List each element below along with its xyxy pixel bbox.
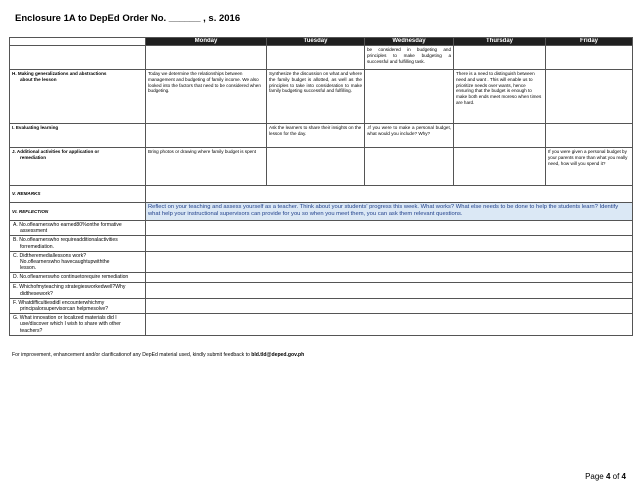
page-total: 4	[621, 472, 626, 481]
question-a-line2: assessment	[20, 228, 48, 235]
row-j-wednesday	[365, 148, 454, 186]
page-of: of	[610, 472, 622, 481]
reflection-text: Reflect on your teaching and assess yourself as a teacher. Think about your students' progress this week. What works? What else needs to be done to help the students learn? Identify what help your instructional supervisors can provide for you so when you meet them, you can ask them relevant questions.	[146, 203, 633, 221]
question-d-label	[10, 273, 146, 283]
question-f-line2: principalorsupervisorcan helpmesolve?	[20, 306, 109, 313]
continuation-friday-cell	[546, 46, 633, 70]
question-e-line2: didthesework?	[20, 290, 53, 297]
lesson-plan-table	[9, 37, 633, 336]
question-b-line1: B. No.oflearnerswho requireadditionalactivities	[13, 237, 118, 244]
row-j-label-line2: remediation	[20, 154, 47, 160]
row-h-label	[10, 70, 146, 124]
question-d-line1: D. No.oflearnerswho continuetorequire remediation	[13, 274, 129, 281]
question-b-answer	[146, 236, 633, 251]
continuation-monday-cell	[146, 46, 267, 70]
remarks-row	[10, 186, 633, 203]
row-j-thursday	[454, 148, 546, 186]
question-c-line2: No.oflearnerswho havecaughtupwiththe	[20, 259, 110, 266]
question-b-label	[10, 236, 146, 251]
continuation-thursday-cell	[454, 46, 546, 70]
question-row-a	[10, 221, 633, 236]
question-row-e	[10, 283, 633, 298]
row-h-wednesday	[365, 70, 454, 124]
row-i-thursday	[454, 124, 546, 148]
question-a-line1: A. No.oflearnerswho earned80%onthe formative	[13, 222, 122, 228]
row-j-monday: Bring photos or drawing where family budget is spent	[146, 148, 267, 186]
row-i-tuesday: Ask the learners to share their insights on the lesson for the day.	[267, 124, 365, 148]
remarks-label: V. REMARKS	[10, 186, 146, 203]
question-g-label	[10, 314, 146, 336]
row-i-friday	[546, 124, 633, 148]
day-header-monday: Monday	[146, 38, 267, 46]
page-current: 4	[605, 472, 611, 481]
row-j-label-line1: J. Additional activities for application or	[12, 149, 100, 154]
question-c-answer	[146, 251, 633, 273]
question-d-answer	[146, 273, 633, 283]
question-row-b	[10, 236, 633, 251]
question-e-answer	[146, 283, 633, 298]
row-j-friday: If you were given a personal budget by your parents more than what you really need, how will you spend it?	[546, 148, 633, 186]
continuation-label-cell	[10, 46, 146, 70]
continuation-wednesday-cell: be considered in budgeting and principles to make budgeting a successful and fulfilling task.	[365, 46, 454, 70]
row-j-tuesday	[267, 148, 365, 186]
row-i	[10, 124, 633, 148]
row-h	[10, 70, 633, 124]
row-j	[10, 148, 633, 186]
day-header-tuesday: Tuesday	[267, 38, 365, 46]
continuation-row	[10, 46, 633, 70]
row-h-label-line1: H. Making generalizations and abstractions	[12, 71, 107, 76]
day-header-friday: Friday	[546, 38, 633, 46]
question-b-line2: forremediation.	[20, 243, 54, 250]
continuation-tuesday-cell	[267, 46, 365, 70]
day-header-wednesday: Wednesday	[365, 38, 454, 46]
question-f-answer	[146, 298, 633, 313]
day-header-row	[10, 38, 633, 46]
question-g-line3: teachers?	[20, 327, 43, 334]
day-header-thursday: Thursday	[454, 38, 546, 46]
question-g-line2: use/discover which I wish to share with other	[20, 321, 121, 328]
question-a-answer	[146, 221, 633, 236]
row-h-label-line2: about the lesson	[20, 76, 57, 82]
row-h-monday: Today we determine the relationships between management and budgeting of family income. We also looked into the factors that need to be considered when budgeting.	[146, 70, 267, 124]
row-i-monday	[146, 124, 267, 148]
remarks-content	[146, 186, 633, 203]
header-blank-cell	[10, 38, 146, 46]
question-row-f	[10, 298, 633, 313]
question-e-line1: E. Whichofmyteaching strategiesworkedwell?Why	[13, 284, 126, 291]
question-row-d	[10, 273, 633, 283]
row-i-label: I. Evaluating learning	[10, 124, 146, 148]
feedback-note-text: For improvement, enhancement and/or clarificationof any DepEd material used, kindly submit feedback to	[12, 352, 252, 358]
row-h-friday	[546, 70, 633, 124]
feedback-email-link[interactable]: bld.tld@deped.gov.ph	[251, 352, 305, 358]
question-g-answer	[146, 314, 633, 336]
question-f-label	[10, 298, 146, 313]
row-h-tuesday: Synthesize the discussion on what and where the family budget is allotted, as well as the principles to take into consideration to make family budgeting successful and fulfilling.	[267, 70, 365, 124]
page-number	[585, 472, 626, 481]
question-c-line3: lesson.	[20, 265, 37, 272]
reflection-row	[10, 203, 633, 221]
document-title: Enclosure 1A to DepEd Order No. ______ , s. 2016	[15, 13, 241, 24]
reflection-label: VI. REFLECTION	[10, 203, 146, 221]
question-g-line1: G. What innovation or localized materials did I	[13, 315, 117, 322]
row-h-thursday: There is a need to distinguish between need and want . This will enable us to prioritize needs over wants, hence ensuring that the budget is enough to make both ends meet moreso when times are hard.	[454, 70, 546, 124]
question-c-line1: C. Didtheremediallessons work?	[13, 252, 87, 259]
question-row-c	[10, 251, 633, 273]
question-row-g	[10, 314, 633, 336]
feedback-footnote	[12, 352, 304, 358]
row-j-label	[10, 148, 146, 186]
row-i-wednesday: .If you were to make a personal budget, what would you include? Why?	[365, 124, 454, 148]
page-prefix: Page	[585, 472, 606, 481]
question-a-label	[10, 221, 146, 236]
question-e-label	[10, 283, 146, 298]
question-f-line1: F. Whatdifficultiesdidl encounterwhichmy	[13, 299, 105, 306]
question-c-label	[10, 251, 146, 273]
